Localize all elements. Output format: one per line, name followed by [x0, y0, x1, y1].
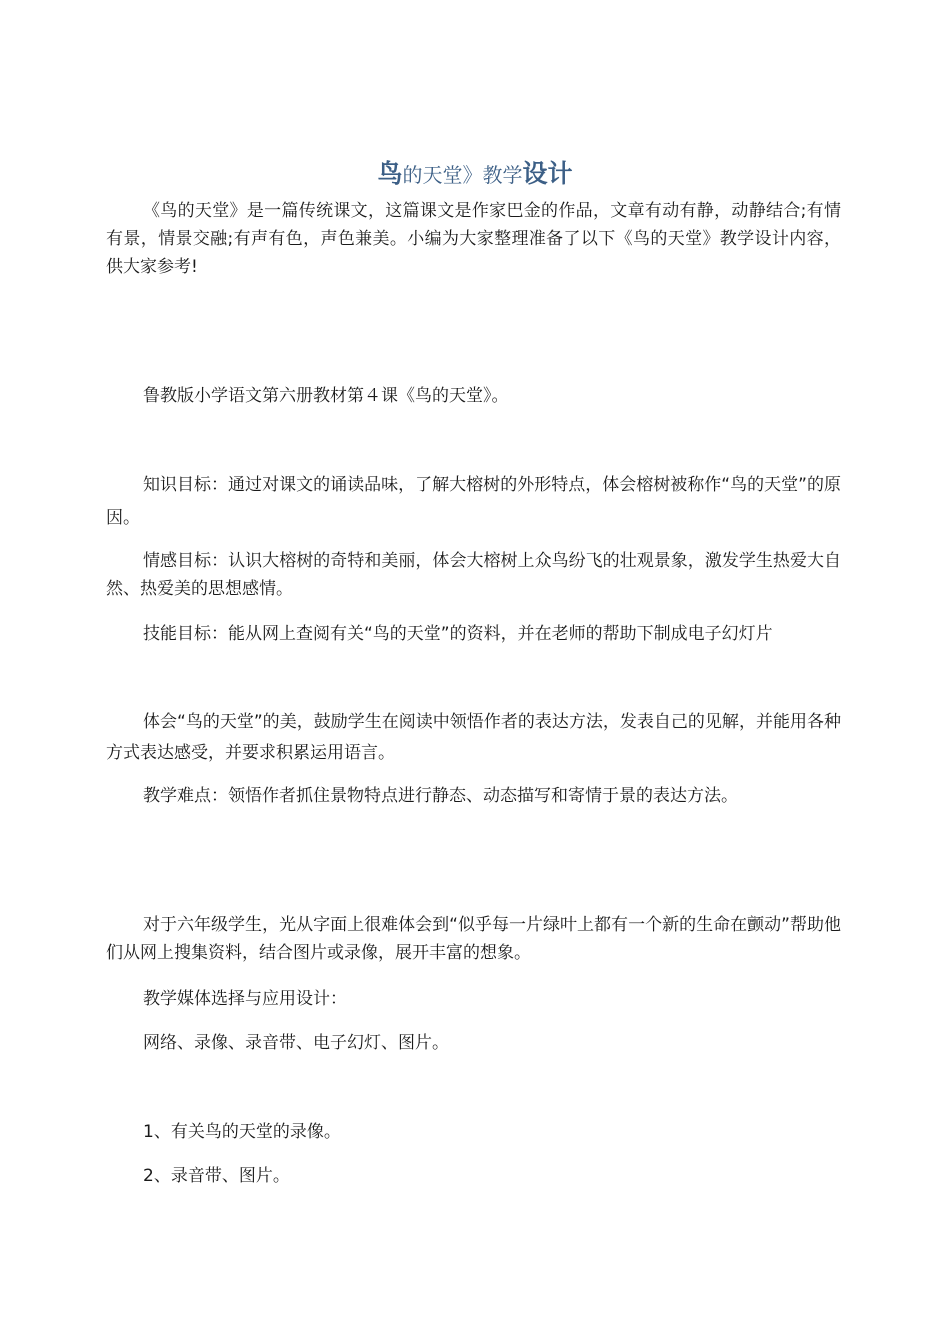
media-design-heading: 教学媒体选择与应用设计：: [143, 989, 347, 1009]
document-title: [0, 154, 950, 195]
title-part-3: 设计: [522, 159, 573, 188]
list-item-1: 1、有关鸟的天堂的录像。: [143, 1122, 341, 1142]
teaching-focus-paragraph: 体会“鸟的天堂”的美，鼓励学生在阅读中领悟作者的表达方法，发表自己的见解，并能用各种方式表达感受，并要求积累运用语言。: [106, 712, 841, 763]
list-item-2: 2、录音带、图片。: [143, 1166, 290, 1186]
student-analysis-paragraph: 对于六年级学生，光从字面上很难体会到“似乎每一片绿叶上都有一个新的生命在颤动”帮助他们从网上搜集资料，结合图片或录像，展开丰富的想象。: [106, 915, 841, 963]
title-part-1: 鸟: [377, 159, 403, 188]
skill-goal-paragraph: 技能目标：能从网上查阅有关“鸟的天堂”的资料，并在老师的帮助下制成电子幻灯片: [143, 624, 773, 644]
knowledge-goal-paragraph: 知识目标：通过对课文的诵读品味，了解大榕树的外形特点，体会榕树被称作“鸟的天堂”的原因。: [106, 475, 841, 528]
teaching-difficulty-paragraph: 教学难点：领悟作者抓住景物特点进行静态、动态描写和寄情于景的表达方法。: [143, 786, 738, 806]
emotion-goal-paragraph: 情感目标：认识大榕树的奇特和美丽，体会大榕树上众鸟纷飞的壮观景象，激发学生热爱大自然、热爱美的思想感情。: [106, 551, 841, 599]
intro-paragraph: 《鸟的天堂》是一篇传统课文，这篇课文是作家巴金的作品，文章有动有静，动静结合;有情有景，情景交融;有声有色，声色兼美。小编为大家整理准备了以下《鸟的天堂》教学设计内容，供大家参考!: [106, 201, 841, 277]
textbook-info-paragraph: 鲁教版小学语文第六册教材第４课《鸟的天堂》。: [143, 386, 509, 406]
title-part-2: 的天堂》教学: [402, 163, 523, 187]
media-list-paragraph: 网络、录像、录音带、电子幻灯、图片。: [143, 1033, 449, 1053]
